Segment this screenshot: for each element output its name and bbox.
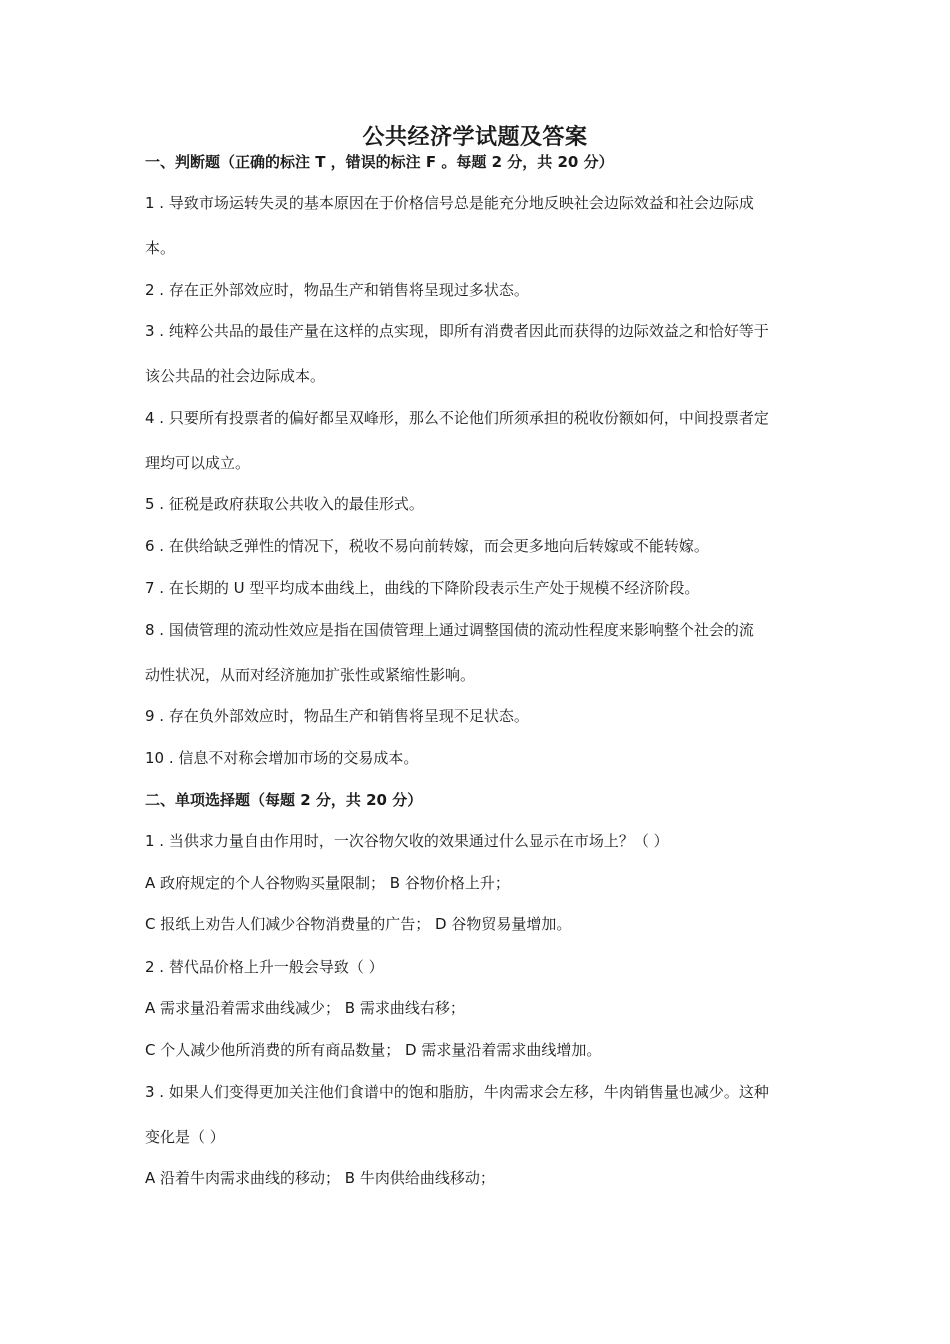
option-line: A 政府规定的个人谷物购买量限制； B 谷物价格上升；	[145, 874, 510, 892]
question-line: 2 . 替代品价格上升一般会导致（ ）	[145, 958, 384, 976]
question-line: 10 . 信息不对称会增加市场的交易成本。	[145, 749, 419, 767]
document-title: 公共经济学试题及答案	[362, 125, 588, 150]
question-line: 6 . 在供给缺乏弹性的情况下，税收不易向前转嫁，而会更多地向后转嫁或不能转嫁。	[145, 537, 709, 555]
section-heading-true-false: 一、判断题（正确的标注 T ，错误的标注 F 。每题 2 分，共 20 分）	[145, 153, 614, 171]
question-line: 动性状况，从而对经济施加扩张性或紧缩性影响。	[145, 666, 476, 684]
option-line: C 报纸上劝告人们减少谷物消费量的广告； D 谷物贸易量增加。	[145, 915, 572, 933]
question-line: 1 . 导致市场运转失灵的基本原因在于价格信号总是能充分地反映社会边际效益和社会边际成	[145, 194, 754, 212]
question-line: 1 . 当供求力量自由作用时，一次谷物欠收的效果通过什么显示在市场上？（ ）	[145, 832, 669, 850]
section-heading-multiple-choice: 二、单项选择题（每题 2 分，共 20 分）	[145, 791, 423, 809]
question-line: 9 . 存在负外部效应时，物品生产和销售将呈现不足状态。	[145, 707, 529, 725]
question-line: 3 . 纯粹公共品的最佳产量在这样的点实现，即所有消费者因此而获得的边际效益之和恰好等于	[145, 322, 769, 340]
question-line: 5 . 征税是政府获取公共收入的最佳形式。	[145, 495, 424, 513]
option-line: A 需求量沿着需求曲线减少； B 需求曲线右移；	[145, 999, 465, 1017]
question-line: 3 . 如果人们变得更加关注他们食谱中的饱和脂肪，牛肉需求会左移，牛肉销售量也减少。这种	[145, 1083, 769, 1101]
question-line: 本。	[145, 239, 176, 257]
question-line: 变化是（ ）	[145, 1128, 225, 1146]
question-line: 该公共品的社会边际成本。	[145, 367, 326, 385]
option-line: A 沿着牛肉需求曲线的移动； B 牛肉供给曲线移动；	[145, 1169, 495, 1187]
question-line: 理均可以成立。	[145, 454, 251, 472]
question-line: 8 . 国债管理的流动性效应是指在国债管理上通过调整国债的流动性程度来影响整个社会的流	[145, 621, 754, 639]
question-line: 2 . 存在正外部效应时，物品生产和销售将呈现过多状态。	[145, 281, 529, 299]
question-line: 4 . 只要所有投票者的偏好都呈双峰形，那么不论他们所须承担的税收份额如何，中间投票者定	[145, 409, 769, 427]
option-line: C 个人减少他所消费的所有商品数量； D 需求量沿着需求曲线增加。	[145, 1041, 602, 1059]
question-line: 7 . 在长期的 U 型平均成本曲线上，曲线的下降阶段表示生产处于规模不经济阶段。	[145, 579, 700, 597]
